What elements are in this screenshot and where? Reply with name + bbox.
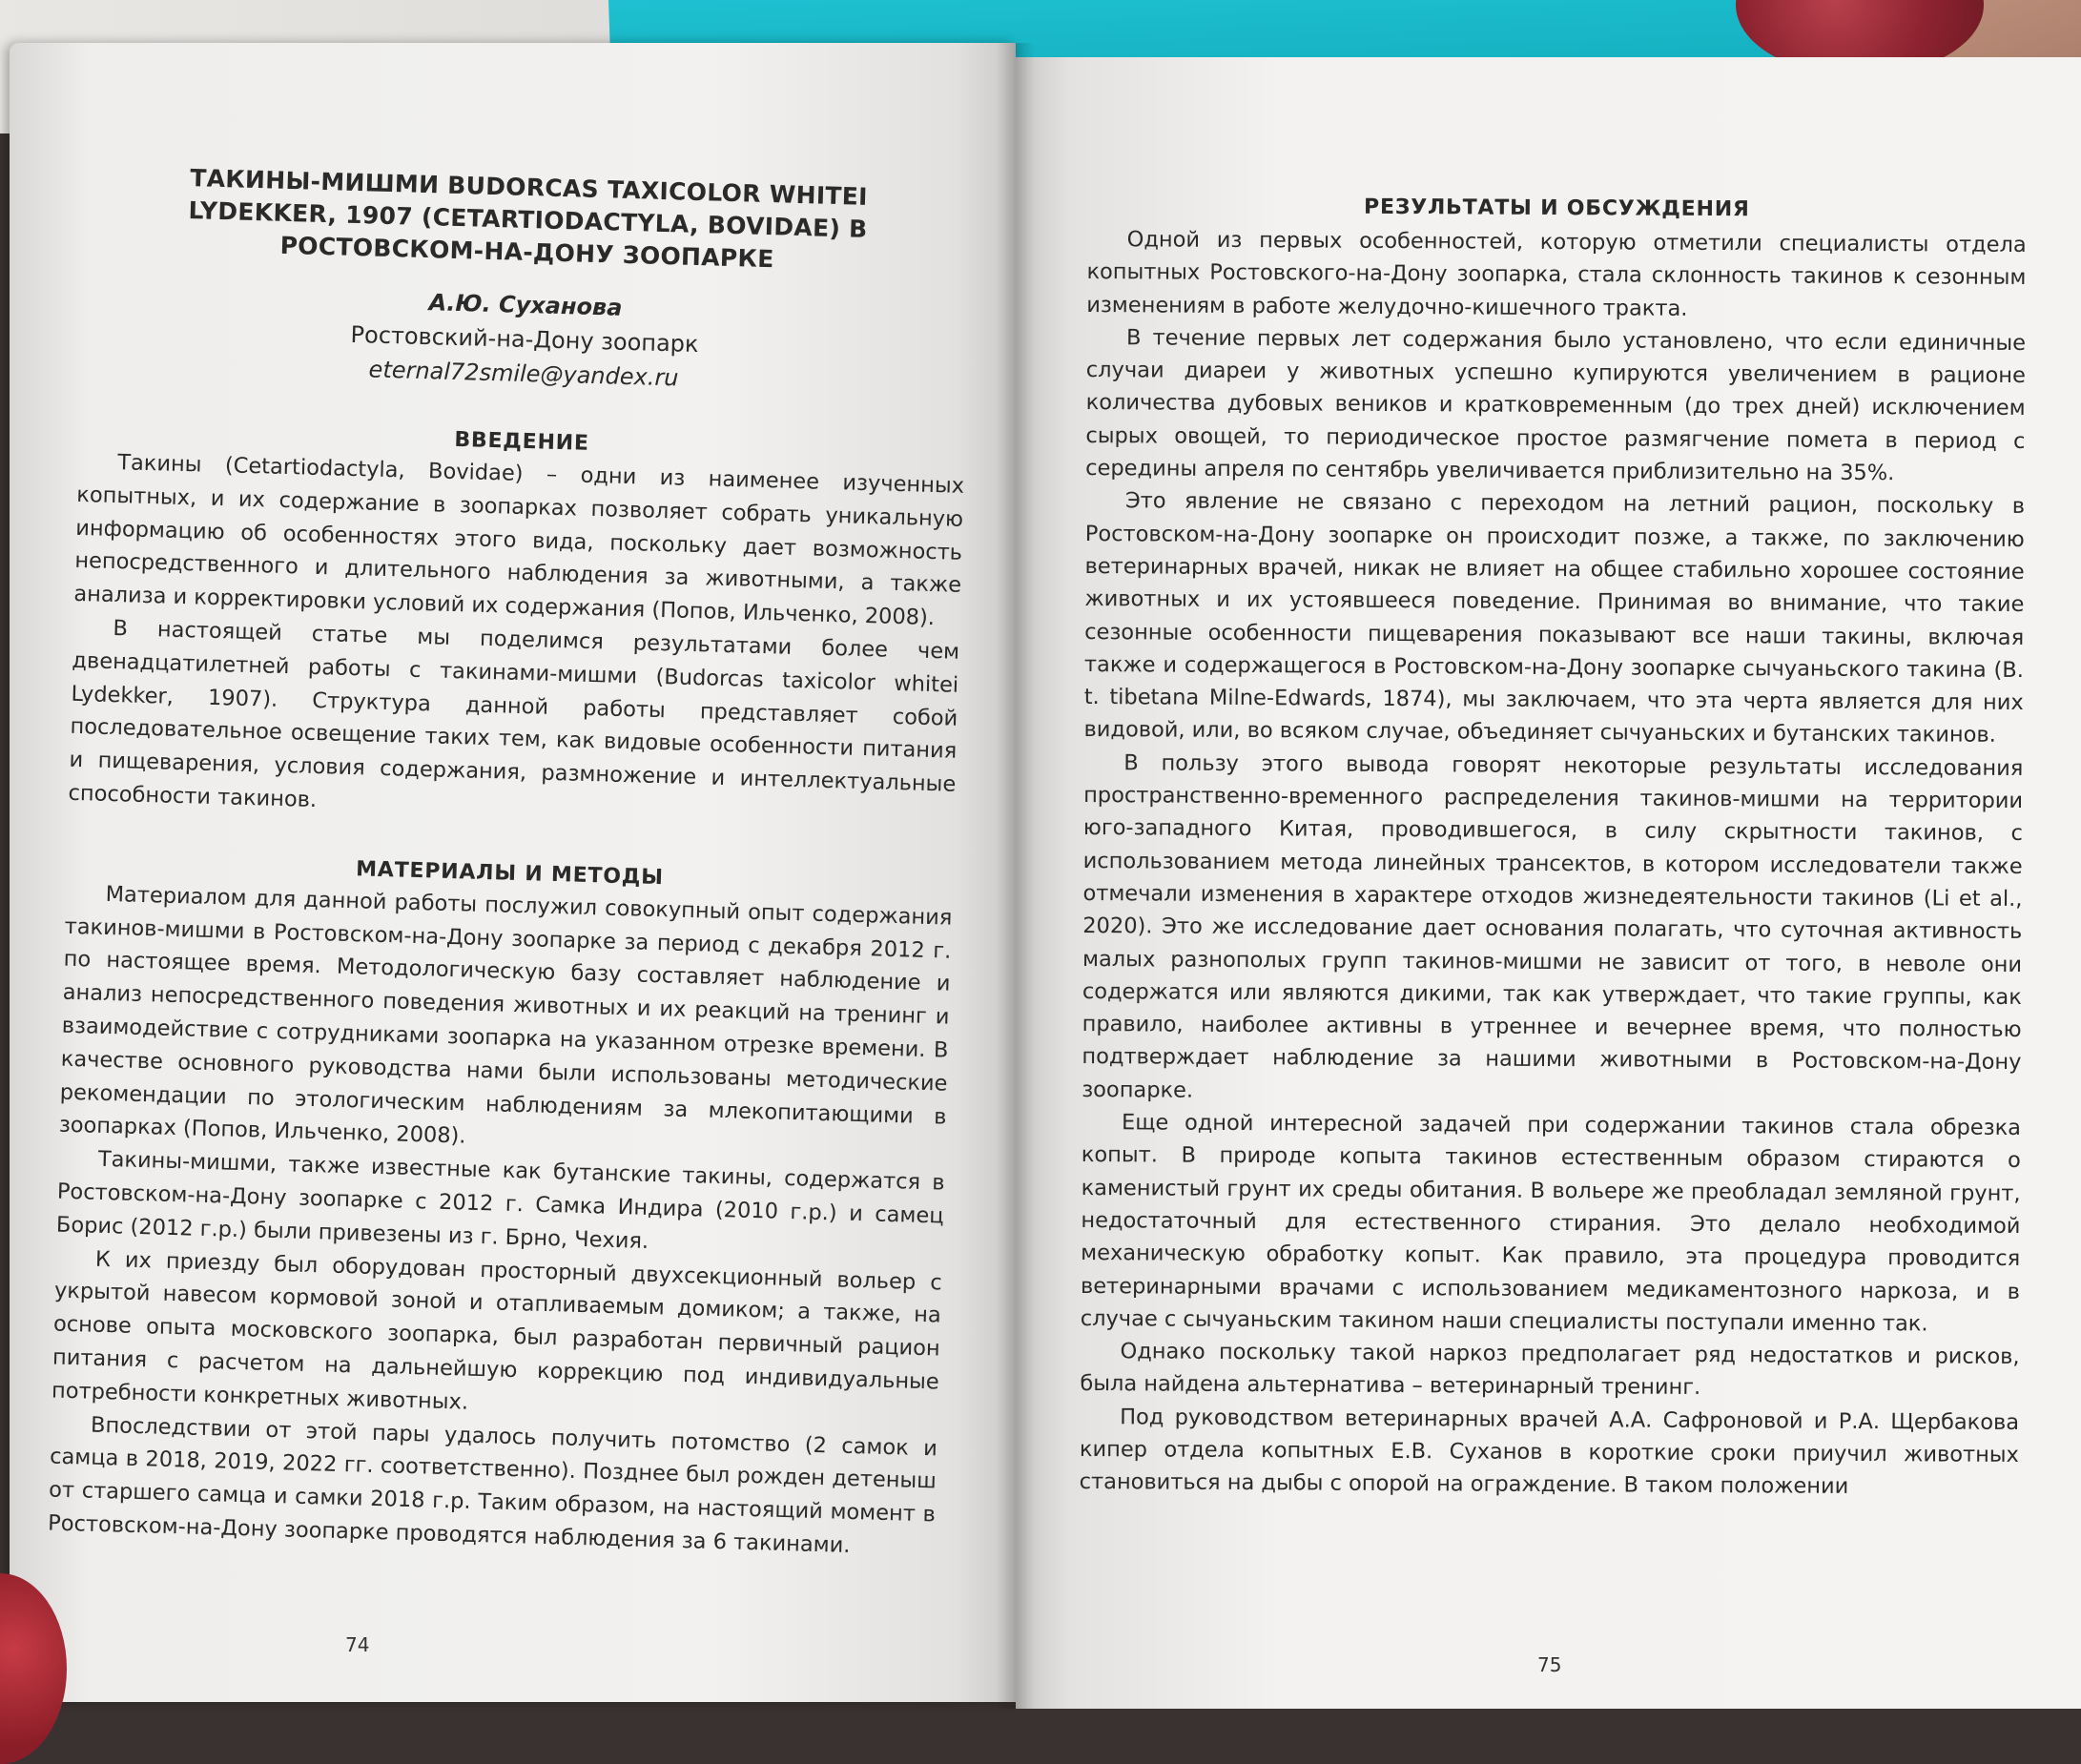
author-name: А.Ю. Суханова <box>428 289 623 321</box>
paragraph: Еще одной интересной задачей при содержании такинов стала обрезка копыт. В природе копыта такинов естественным образом стираются о каменистый грунт их среды обитания. В вольере же преобладал земляной грунт, недостаточный для естественного стирания. Это делало необходимой механическую обработку копыт. Как правило, эта процедура проводится ветеринарными врачами с использованием медикаментозного наркоза, и в случае с сычуаньским такином наши специалисты поступали именно так. <box>1080 1110 2022 1337</box>
paragraph: Такины (Cetartiodactyla, Bovidae) – одни из наименее изученных копытных, и их содержание в зоопарках позволяет собрать уникальную информацию об особенностях этого вида, поскольку дает возможность непосредственного и длительного наблюдения за животными, а также анализа и корректировки условий их содержания (Попов, Ильченко, 2008). <box>73 450 965 631</box>
paragraph: Одной из первых особенностей, которую отметили специалисты отдела копытных Ростовского-на-Дону зоопарка, стала склонность такинов к сезонным изменениям в работе желудочно-кишечного тракта. <box>1086 227 2027 321</box>
paragraph: Впоследствии от этой пары удалось получить потомство (2 самок и самца в 2018, 2019, 2022 гг. соответственно). Позднее был рожден детеныш от старшего самца и самки 2018 г.р. Таким образом, на настоящий момент в Ростовском-на-Дону зоопарке проводятся наблюдения за 6 такинами. <box>47 1412 938 1558</box>
author-affiliation: Ростовский-на-Дону зоопарк <box>350 320 699 359</box>
section-heading-results: РЕЗУЛЬТАТЫ И ОБСУЖДЕНИЯ <box>1363 195 1750 222</box>
page-number-right: 75 <box>1537 1653 1562 1676</box>
paragraph: К их приезду был оборудован просторный двухсекционный вольер с укрытой навесом кормовой зоной и отапливаемым домиком; а также, на основе опыта московского зоопарка, был разработан первичный рацион питания с расчетом на дальнейшую коррекцию под индивидуальные потребности конкретных животных. <box>51 1246 943 1415</box>
right-page <box>1016 57 2081 1709</box>
paragraph: Под руководством ветеринарных врачей А.А. Сафроновой и Р.А. Щербакова кипер отдела копытных Е.В. Суханов в короткие сроки приучил животных становиться на дыбы с опорой на ограждение. В таком положении <box>1079 1404 2020 1500</box>
author-email: eternal72smile@yandex.ru <box>368 356 679 392</box>
paragraph: Такины-мишми, также известные как бутанские такины, содержатся в Ростовском-на-Дону зоопарке с 2012 г. Самка Индира (2010 г.р.) и самец Борис (2012 г.р.) были привезены из г. Брно, Чехия. <box>55 1146 945 1254</box>
page-number-left: 74 <box>345 1633 370 1656</box>
left-page-column <box>48 159 973 1565</box>
section-heading-introduction: ВВЕДЕНИЕ <box>454 427 590 456</box>
paragraph: В настоящей статье мы поделимся результатами более чем двенадцатилетней работы с такинами-мишми (Budorcas taxicolor whitei Lydekker, 1907). Структура данной работы представляет собой последовательное освещение таких тем, как видовые особенности питания и пищеварения, условия содержания, размножение и интеллектуальные способности такинов. <box>68 615 960 812</box>
paragraph: Материалом для данной работы послужил совокупный опыт содержания такинов-мишми в Ростовском-на-Дону зоопарке за период с декабря 2012 г. по настоящее время. Методологическую базу составляет наблюдение и анализ непосредственного поведения животных и их реакций на тренинг и взаимодействие с сотрудниками зоопарка на указанном отрезке времени. В качестве основного руководства нами были использованы методические рекомендации по этологическим наблюдениям за млекопитающими в зоопарках (Попов, Ильченко, 2008). <box>58 881 953 1149</box>
paragraph: Однако поскольку такой наркоз предполагает ряд недостатков и рисков, была найдена альтернатива – ветеринарный тренинг. <box>1080 1339 2020 1401</box>
book-gutter <box>997 43 1035 1709</box>
section-heading-methods: МАТЕРИАЛЫ И МЕТОДЫ <box>355 856 665 890</box>
article-title: ТАКИНЫ-МИШМИ BUDORCAS TAXICOLOR WHITEI LYDEKKER, 1907 (CETARTIODACTYLA, BOVIDAE) В РОСТОВСКОМ-НА-ДОНУ ЗООПАРКЕ <box>188 164 869 274</box>
right-page-column <box>1080 191 2027 1505</box>
left-page <box>10 43 1016 1702</box>
paragraph: Это явление не связано с переходом на летний рацион, поскольку в Ростовском-на-Дону зоопарке он происходит позже, а также, по заключению ветеринарных врачей, никак не влияет на общее стабильно хорошее состояние животных и их устоявшееся поведение. Принимая во внимание, что такие сезонные особенности пищеварения показывают все наши такины, включая также и содержащегося в Ростовском-на-Дону зоопарке сычуаньского такина (B. t. tibetana Milne-Edwards, 1874), мы заключаем, что эта черта является для них видовой, или, во всяком случае, объединяет сычуаньских и бутанских такинов. <box>1083 488 2026 749</box>
paragraph: В течение первых лет содержания было установлено, что если единичные случаи диареи у животных успешно купируются увеличением в рационе количества дубовых веников и кратковременным (до трех дней) исключением сырых овощей, то периодическое простое размягчение помета в период с середины апреля по сентябрь увеличивается приблизительно на 35%. <box>1085 325 2027 486</box>
paragraph: В пользу этого вывода говорят некоторые результаты исследования пространственно-временного распределения такинов-мишми на территории юго-западного Китая, проводившегося, в силу скрытности такинов, с использованием метода линейных трансектов, в котором исследователи также отмечали изменения в характере отходов жизнедеятельности такинов (Li et al., 2020). Это же исследование дает основания полагать, что суточная активность малых разнополых групп такинов-мишми не зависит от того, в неволе они содержатся или являются дикими, так как утверждает, что такие группы, как правило, наиболее активны в утреннее и вечернее время, что полностью подтверждает наблюдение за нашими животными в Ростовском-на-Дону зоопарке. <box>1082 749 2024 1103</box>
